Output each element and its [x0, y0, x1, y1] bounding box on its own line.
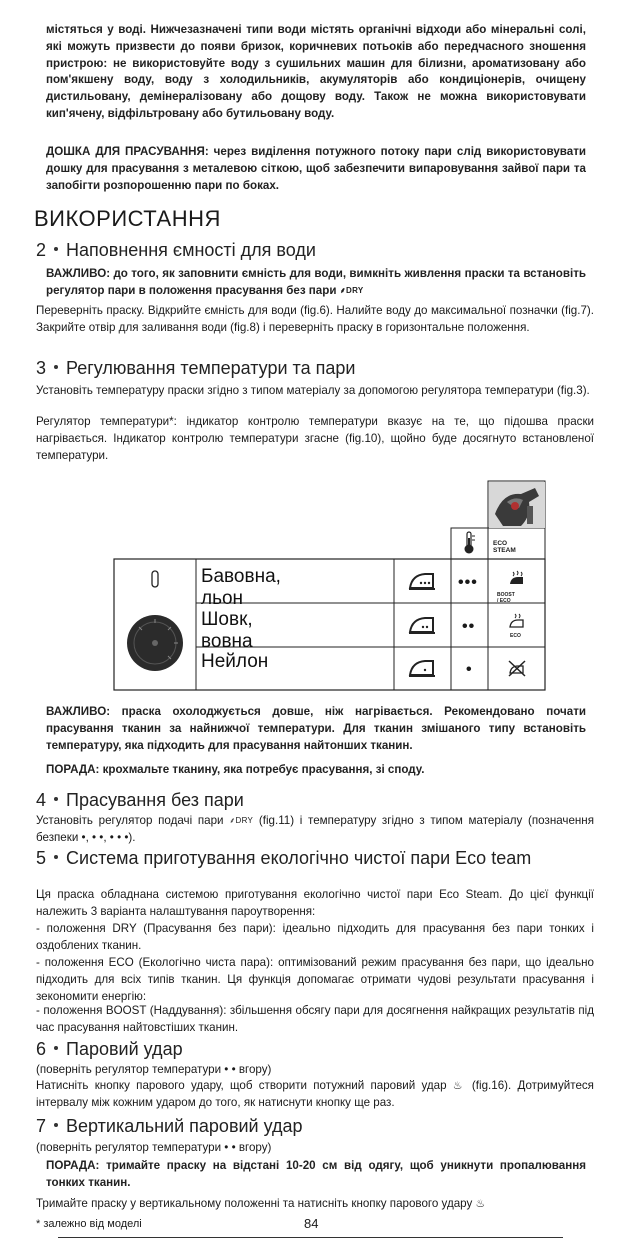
bullet-dot — [54, 1123, 58, 1127]
fabric-cotton-linen: Бавовна, льон — [201, 566, 281, 609]
section-number: 4 — [36, 790, 47, 810]
footnote: * залежно від моделі — [36, 1218, 142, 1230]
eco-mode-boost: - положення BOOST (Наддування): збільшення обсягу пари для досягнення найкращих результатів під час прасування найтовстіших тканин. — [36, 1004, 594, 1034]
dry-label: DRY — [235, 816, 254, 825]
important-note-cooling: ВАЖЛИВО: праска охолоджується довше, ніж нагрівається. Рекомендовано почати прасування тканин за найнижчої температури. Для тканин змішаного типу встановіть температуру, яка підходить для прасування найтонших тканин. — [46, 705, 586, 752]
fill-instructions: Переверніть праску. Відкрийте ємність для води (fig.6). Налийте воду до максимальної позначки (fig.7). Закрийте отвір для заливання води (fig.8) і переверніть праску в горизонтальне положення. — [36, 304, 594, 334]
section-number: 2 — [36, 240, 47, 260]
boost-steam-icon — [507, 570, 527, 586]
steam-shot-icon: ♨ — [452, 1080, 466, 1092]
heading-text: Вертикальний паровий удар — [66, 1116, 303, 1136]
section-number: 7 — [36, 1116, 47, 1136]
footer-rule — [58, 1237, 563, 1238]
temp-dots-low: • — [466, 661, 472, 678]
heading-section-5 — [36, 848, 576, 868]
heading-text: Паровий удар — [66, 1039, 183, 1059]
temperature-instructions-2: Регулятор температури*: індикатор контролю температури вказує на те, що підошва праски нагрівається. Індикатор контролю температури згасне (fig.10), щойно буде досягнуто встановленої температури. — [36, 415, 594, 462]
eco-mode-eco: - положення ECO (Екологічно чиста пара): оптимізований режим прасування без пари, що ідеально підходить для всіх типів тканин. Ця функція допомагає отримати чудові результати прасування і зекономити енергію: — [36, 956, 594, 1003]
thermometer-icon — [461, 531, 477, 555]
section-title: ВИКОРИСТАННЯ — [34, 206, 221, 231]
steam-shot-icon: ♨ — [475, 1198, 486, 1210]
water-warning-paragraph: містяться у воді. Нижчезазначені типи води містять органічні відходи або мінеральні солі, які можуть призвести до появи бризок, коричневих потьоків або передчасного зношення пристрою: не використовуйте воду з сушильних машин для білизни, ароматизовану або пом'якшену воду, воду з холодильників, акумуляторів або кондиціонерів, очищену дистильовану, демінералізовану або дощову воду. Також не можна використовувати кип'ячену, відфільтровану або бутильовану воду. — [46, 23, 586, 120]
page-number: 84 — [304, 1216, 319, 1231]
ironing-board-paragraph: ДОШКА ДЛЯ ПРАСУВАННЯ: через виділення потужного потоку пари слід використовувати дошку для прасування з металевою сіткою, щоб забезпечити випаровування зайвої пари та запобігти розпорошенню пари по боках. — [46, 145, 586, 192]
temperature-dial-icon — [115, 561, 195, 687]
boost-eco-label: BOOST / ECO — [497, 592, 515, 604]
text-part: Натисніть кнопку парового удару, щоб створити потужний паровий удар — [36, 1079, 447, 1092]
section-number: 5 — [36, 848, 47, 868]
no-steam-icon — [507, 659, 527, 677]
bullet-dot — [54, 855, 58, 859]
text-part: (fig.16). Дотримуйтеся інтервалу між кожним ударом до того, як натиснути кнопку ще раз. — [36, 1079, 594, 1109]
temp-dots-high: ••• — [458, 574, 478, 591]
eco-label: ECO — [510, 633, 521, 639]
text-part: Установіть регулятор подачі пари — [36, 814, 224, 827]
temp-dots-medium: •• — [462, 618, 476, 635]
heading-section-6 — [36, 1039, 183, 1060]
shot-instructions — [36, 1078, 594, 1112]
vertical-shot-subnote: (поверніть регулятор температури • • вгору) — [36, 1141, 272, 1154]
text-part: Тримайте праску у вертикальному положенні та натисніть кнопку парового удару — [36, 1197, 473, 1210]
heading-text: Наповнення ємності для води — [66, 240, 316, 260]
iron-icon-medium — [407, 614, 437, 636]
bullet-dot — [54, 1046, 58, 1050]
heading-text: Прасування без пари — [66, 790, 244, 810]
eco-steam-label: ECO STEAM — [493, 540, 516, 554]
iron-icon-high — [407, 570, 437, 592]
bullet-dot — [54, 797, 58, 801]
dry-symbol: ⸙DRY — [229, 816, 254, 825]
iron-photo — [489, 482, 545, 528]
shot-subnote: (поверніть регулятор температури • • вгору) — [36, 1063, 272, 1076]
section-number: 6 — [36, 1039, 47, 1059]
dry-ironing-instructions — [36, 813, 594, 847]
section-number: 3 — [36, 358, 47, 378]
iron-icon-low — [407, 657, 437, 679]
note-text: ВАЖЛИВО: до того, як заповнити ємність для води, вимкніть живлення праски та встановіть регулятор пари в положення прасування без пари — [46, 267, 586, 297]
heading-text: Регулювання температури та пари — [66, 358, 356, 378]
dry-symbol: ⸙DRY — [339, 285, 364, 295]
heading-text: Система приготування екологічно чистої пари Eco team — [66, 848, 532, 868]
text-part: (fig.11) і температуру згідно з типом матеріалу (позначення безпеки •, • •, • • •). — [36, 814, 594, 844]
vertical-shot-instructions — [36, 1196, 594, 1213]
tip-distance: ПОРАДА: тримайте праску на відстані 10-20 см від одягу, щоб уникнути пропалювання тонких тканин. — [46, 1159, 586, 1189]
temperature-instructions-1: Установіть температуру праски згідно з типом матеріалу за допомогою регулятора температури (fig.3). — [36, 384, 590, 397]
tip-starch: ПОРАДА: крохмальте тканину, яка потребує прасування, зі споду. — [46, 763, 425, 776]
eco-steam-icon — [507, 613, 527, 629]
heading-section-7 — [36, 1116, 303, 1137]
heading-section-4 — [36, 790, 244, 811]
eco-steam-intro: Ця праска обладнана системою приготування екологічно чистої пари Eco Steam. До цієї функції належить 3 варіанта налаштування пароутворення: — [36, 888, 594, 918]
eco-mode-dry: - положення DRY (Прасування без пари): ідеально підходить для прасування без пари тонких і оздоблених тканин. — [36, 922, 594, 952]
fabric-nylon: Нейлон — [201, 651, 269, 672]
dry-label: DRY — [346, 285, 364, 295]
fabric-silk-wool: Шовк, вовна — [201, 609, 253, 652]
